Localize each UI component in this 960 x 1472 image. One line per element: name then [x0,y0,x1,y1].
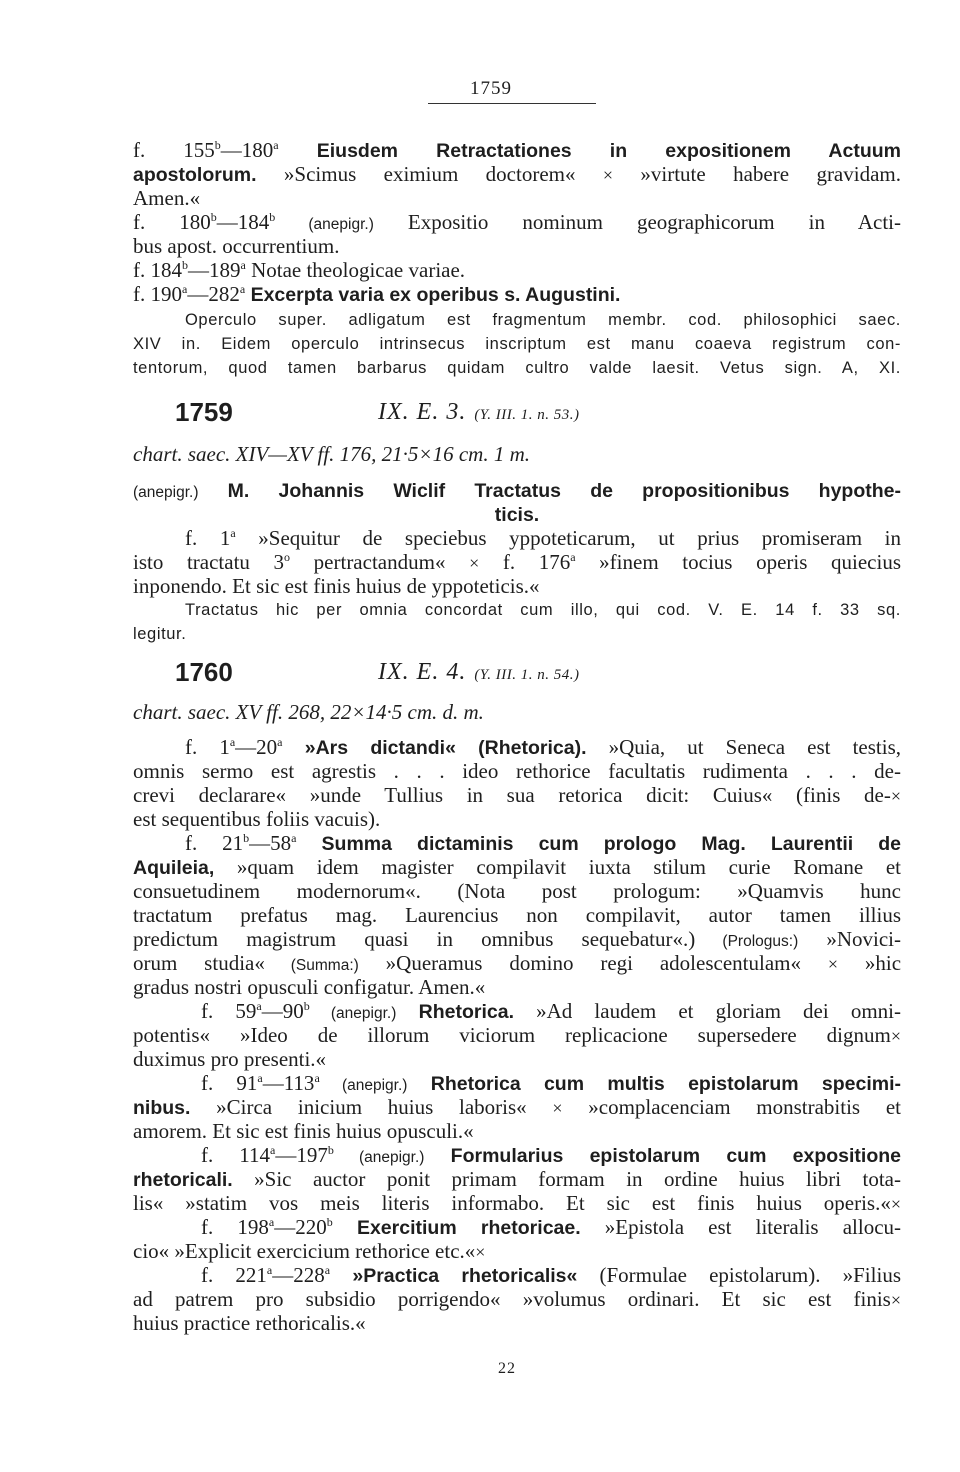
old-signature: (Y. III. 1. n. 54.) [474,667,580,683]
entry-number: 1759 [175,397,233,427]
line-text: tractatum prefatus mag. Laurencius non compilavit, autor tamen illius [133,903,901,927]
content-line [133,526,901,550]
physical-description: chart. saec. XV ff. 268, 22×14·5 cm. d. m. [133,700,484,724]
content-line [133,574,901,598]
folio-superscript: b [327,1143,334,1157]
line-text: —113 [262,1071,315,1095]
inline-remark: (anepigr.) [275,216,374,233]
omission-cross: × [602,165,614,185]
content-line [133,1095,901,1119]
content-line [133,975,901,999]
work-title: Formularius epistolarum cum expositione [424,1145,901,1167]
entry-heading-1760 [133,657,901,691]
content-line [133,1287,901,1311]
line-text: f. 198 [201,1215,269,1239]
line-text: —282 [187,282,240,306]
line-text: predictum magistrum quasi in omnibus sequebatur«.) [133,927,696,951]
work-title: rhetoricali. [133,1169,233,1191]
folio-superscript: a [270,1143,276,1157]
line-text: —228 [272,1263,325,1287]
content-line [133,282,901,306]
entry-1760-body [133,735,901,1335]
note-line: Tractatus hic per omnia concordat cum illo, qui cod. V. E. 14 f. 33 sq. [185,601,901,619]
line-text: »Ad laudem et gloriam dei omni- [514,999,901,1023]
old-signature: (Y. III. 1. n. 53.) [474,407,580,423]
line-text: —20 [235,735,278,759]
line-text: »Ideo de illorum viciorum replicacione supersedere dignum [239,1023,891,1047]
line-text: —58 [249,831,292,855]
signature-text: IX. E. 4. [378,659,467,685]
folio-superscript: a [256,999,262,1013]
line-text: amorem. Et sic est finis huius opusculi.« [133,1119,474,1143]
folio-superscript: a [570,550,576,564]
folio-superscript: a [324,1263,331,1277]
inline-remark: (Prologus:) [695,933,799,950]
content-line [133,1239,901,1263]
signature-mark: 22 [498,1360,516,1377]
work-title: Aquileia, [133,857,215,879]
work-title: Rhetorica. [396,1001,515,1023]
folio-superscript: a [266,1263,273,1277]
content-line [133,138,901,162]
inline-remark: (anepigr.) [309,1005,397,1022]
content-line [133,1071,901,1095]
physical-description: chart. saec. XIV—XV ff. 176, 21·5×16 cm. 1 m. [133,442,530,466]
content-line [133,1191,901,1215]
content-line [133,903,901,927]
content-line [133,258,901,282]
line-text: »Novici- [798,927,901,951]
note-line: legitur. [133,625,187,643]
line-text: »quam idem magister compilavit iuxta stilum curie Romane et [214,855,901,879]
folio-superscript: b [214,138,221,152]
anepigr-label: (anepigr.) [133,484,199,501]
content-line [133,855,901,879]
content-line [133,927,901,951]
line-text: crevi declarare« [133,783,310,807]
line-text: »hic [838,951,902,975]
continuation-block [133,138,901,378]
folio-superscript: b [326,1215,333,1229]
line-text: —189 [188,258,241,282]
omission-cross: × [469,553,480,573]
work-title: »Ars dictandi« (Rhetorica). [282,737,587,759]
line-text: Notae theologicae variae. [245,258,466,282]
line-text: f. 221 [201,1263,267,1287]
line-text: »unde Tullius in sua retorica dicit: Cuius« (finis de- [309,783,891,807]
inline-remark: (anepigr.) [319,1077,408,1094]
content-line [133,550,901,574]
content-line [133,831,901,855]
entry-number: 1760 [175,657,233,687]
shelf-signature [378,399,580,426]
line-text: lis« [133,1191,186,1215]
folio-superscript: a [277,735,283,749]
inline-remark: (Summa:) [264,957,359,974]
line-text: —90 [261,999,304,1023]
line-text: »Epistola est literalis allocu- [580,1215,902,1239]
omission-cross: × [552,1098,563,1118]
inline-remark: (anepigr.) [333,1149,425,1166]
line-text: f. 21 [185,831,244,855]
running-page-number: 1759 [470,78,512,99]
line-text: »Sequitur de speciebus yppoteticarum, ut prius promiseram in [235,526,902,550]
line-text: »Scimus eximium doctorem« [256,162,603,186]
omission-cross: × [890,1194,902,1214]
line-text: —180 [220,138,274,162]
work-title: Rhetorica cum multis epistolarum specimi- [407,1073,901,1095]
shelf-signature [378,659,580,686]
content-line [133,951,901,975]
content-line [133,1143,901,1167]
content-line [133,735,901,759]
work-title: Summa dictaminis cum prologo Mag. Laurentii de [296,833,902,855]
folio-superscript: a [257,1071,263,1085]
work-title: Eiusdem Retractationes in expositionem Actuum [278,140,901,162]
line-text: »virtute habere gravidam. [613,162,901,186]
title-line [133,478,901,502]
entry-1759-body [133,478,901,646]
folio-superscript: o [284,550,291,564]
content-line [133,162,901,186]
folio-superscript: b [269,210,276,224]
folio-superscript: a [268,1215,275,1229]
folio-superscript: b [182,258,188,272]
folio-superscript: a [273,138,279,152]
work-title: nibus. [133,1097,191,1119]
content-line [133,1215,901,1239]
omission-cross: × [890,786,902,806]
line-text: f. 155 [133,138,215,162]
line-text: est sequentibus foliis vacuis). [133,807,381,831]
work-title: ticis. [494,504,540,526]
line-text: f. 176 [479,550,571,574]
line-text: »complacenciam monstrabitis et [562,1095,901,1119]
line-text: f. 1 [185,735,230,759]
title-line [133,502,901,526]
content-line [133,1167,901,1191]
note-text: XIV in. Eidem operculo intrinsecus inscriptum est manu coaeva registrum con- [133,335,901,353]
line-text: »volumus ordinari. Et sic est finis [522,1287,891,1311]
folio-superscript: b [303,999,310,1013]
line-text: gradus nostri opusculi configatur. Amen.« [133,975,486,999]
line-text: f. 1 [185,526,231,550]
line-text: »Circa inicium huius laboris« [190,1095,553,1119]
work-title: Exercitium rhetoricae. [332,1217,581,1239]
work-title: apostolorum. [133,164,257,186]
entry-heading-1759 [133,397,901,431]
note-line [133,306,901,330]
line-text: »Queramus domino regi adolescentulam« [358,951,828,975]
work-title: M. Johannis Wiclif Tractatus de propositionibus hypothe- [198,480,901,502]
content-line [133,1119,901,1143]
line-text: »Quia, ut Seneca est testis, [586,735,901,759]
content-line [133,1311,901,1335]
note-line [133,354,901,378]
line-text: duximus pro presenti.« [133,1047,327,1071]
line-text: f. 114 [201,1143,271,1167]
line-text: potentis« [133,1023,240,1047]
entry-1759-description [133,442,901,466]
omission-cross: × [890,1026,901,1046]
signature-text: IX. E. 3. [378,399,467,425]
content-line [133,1263,901,1287]
omission-cross: × [890,1290,901,1310]
line-text: ad patrem pro subsidio porrigendo« [133,1287,523,1311]
header-rule [428,103,596,104]
line-text: pertractandum« [290,550,470,574]
folio-superscript: a [291,831,297,845]
content-line [133,1047,901,1071]
line-text: consuetudinem modernorum«. (Nota post prologum: »Quamvis hunc [133,879,901,903]
folio-superscript: a [182,282,188,296]
line-text: huius practice rethoricalis.« [133,1311,366,1335]
line-text: Amen.« [133,186,201,210]
omission-cross: × [827,954,838,974]
line-text: inponendo. Et sic est finis huius de yppoteticis.« [133,574,540,598]
folio-superscript: b [243,831,250,845]
content-line [133,999,901,1023]
folio-superscript: a [239,282,246,296]
line-text: —197 [275,1143,328,1167]
line-text: omnis sermo est agrestis . . . ideo rethorice facultatis rudimenta . . . de- [133,759,901,783]
work-title: Excerpta varia ex operibus s. Augustini. [245,284,621,306]
line-text: (Formulae epistolarum). »Filius [577,1263,901,1287]
folio-superscript: a [230,526,236,540]
folio-superscript: a [240,258,246,272]
line-text: bus apost. occurrentium. [133,234,340,258]
line-text: f. 91 [201,1071,258,1095]
note-line [133,330,901,354]
line-text: f. 190 [133,282,182,306]
folio-superscript: a [314,1071,320,1085]
content-line [133,759,901,783]
note-text: tentorum, quod tamen barbarus quidam cultro valde laesit. Vetus sign. A, XI. [133,359,901,377]
entry-1760-description [133,700,901,724]
folio-superscript: a [229,735,236,749]
line-text: —184 [216,210,270,234]
folio-superscript: b [210,210,217,224]
line-text: »Sic auctor ponit primam formam in ordine huius libri tota- [232,1167,901,1191]
line-text: cio« [133,1239,175,1263]
content-line [133,783,901,807]
line-text: f. 180 [133,210,211,234]
line-text: Expositio nominum geographicorum in Acti- [373,210,901,234]
content-line [133,1023,901,1047]
content-line [133,210,901,234]
note-text: Operculo super. adligatum est fragmentum membr. cod. philosophici saec. [185,311,901,329]
omission-cross: × [475,1242,486,1262]
line-text: f. 184 [133,258,182,282]
content-line [133,807,901,831]
line-text: f. 59 [201,999,257,1023]
content-line [133,186,901,210]
content-line [133,879,901,903]
line-text: —220 [274,1215,327,1239]
line-text: »statim vos meis literis informabo. Et sic est finis huius operis.« [185,1191,891,1215]
line-text: orum studia« [133,951,265,975]
line-text: isto tractatu 3 [133,550,285,574]
line-text: »finem tocius operis quiecius [575,550,901,574]
work-title: »Practica rhetoricalis« [330,1265,578,1287]
content-line [133,234,901,258]
line-text: »Explicit exercicium rethorice etc.« [174,1239,476,1263]
